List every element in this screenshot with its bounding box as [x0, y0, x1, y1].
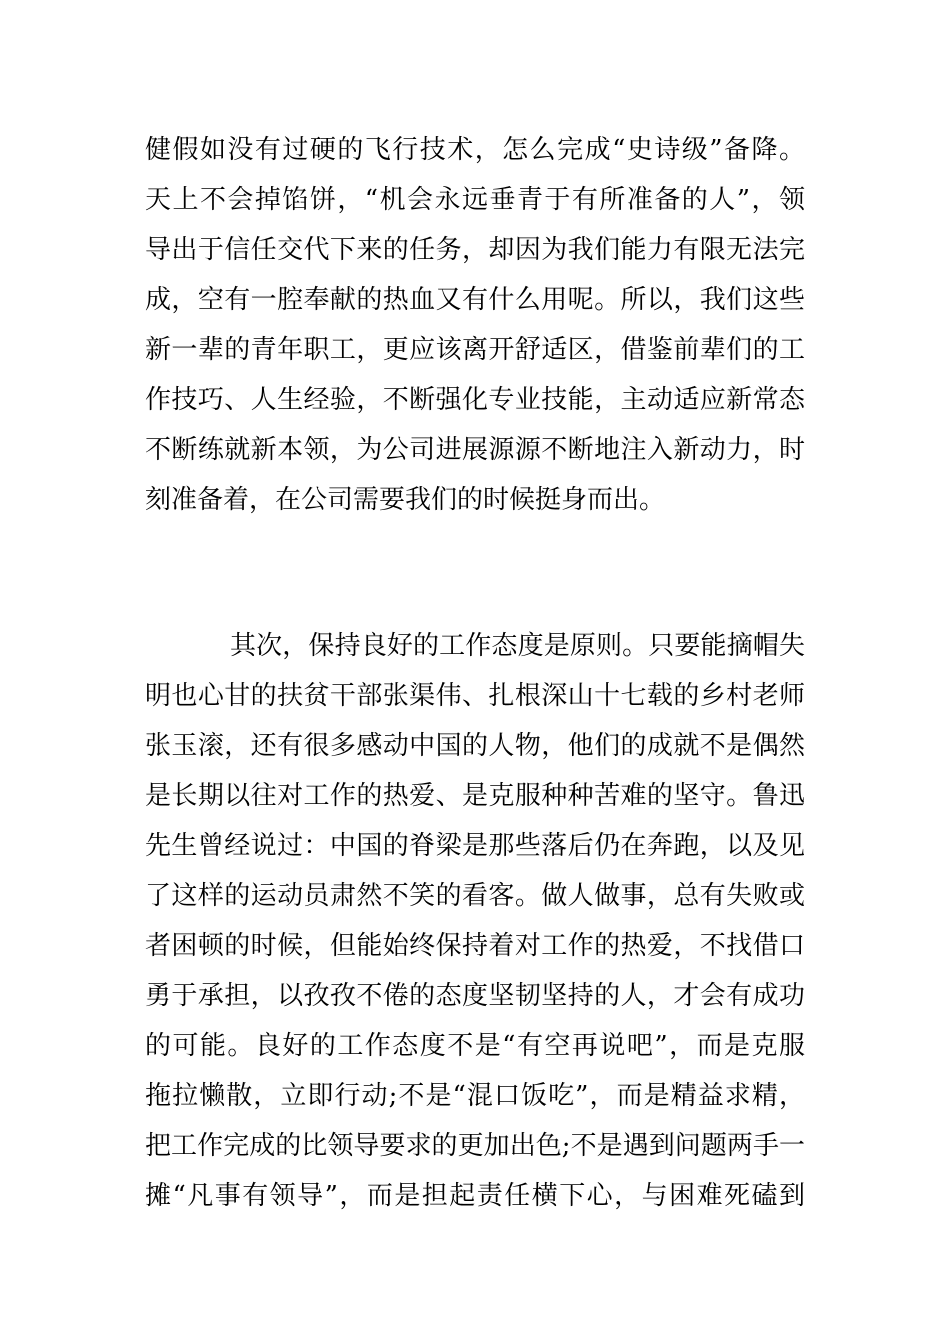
- text-line: 拖拉懒散，立即行动;不是“混口饭吃”，而是精益求精，: [145, 1081, 805, 1111]
- paragraph-flight-skills: [145, 125, 805, 525]
- text-line: 作技巧、人生经验，不断强化专业技能，主动适应新常态: [145, 385, 805, 415]
- text-line: 了这样的运动员肃然不笑的看客。做人做事，总有失败或: [145, 881, 805, 911]
- text-line: 其次，保持良好的工作态度是原则。只要能摘帽失: [230, 631, 805, 661]
- text-line: 健假如没有过硬的飞行技术，怎么完成“史诗级”备降。: [145, 135, 805, 165]
- text-line: 摊“凡事有领导”，而是担起责任横下心，与困难死磕到: [145, 1181, 805, 1211]
- text-line: 成，空有一腔奉献的热血又有什么用呢。所以，我们这些: [145, 285, 805, 315]
- text-line: 的可能。良好的工作态度不是“有空再说吧”，而是克服: [145, 1031, 805, 1061]
- text-line: 天上不会掉馅饼，“机会永远垂青于有所准备的人”，领: [145, 185, 805, 215]
- text-line: 把工作完成的比领导要求的更加出色;不是遇到问题两手一: [145, 1131, 805, 1161]
- text-line: 明也心甘的扶贫干部张渠伟、扎根深山十七载的乡村老师: [145, 681, 805, 711]
- text-line: 勇于承担，以孜孜不倦的态度坚韧坚持的人，才会有成功: [145, 981, 805, 1011]
- text-line: 新一辈的青年职工，更应该离开舒适区，借鉴前辈们的工: [145, 335, 805, 365]
- text-line: 导出于信任交代下来的任务，却因为我们能力有限无法完: [145, 235, 805, 265]
- text-line: 是长期以往对工作的热爱、是克服种种苦难的坚守。鲁迅: [145, 781, 805, 811]
- text-line: 不断练就新本领，为公司进展源源不断地注入新动力，时: [145, 435, 805, 465]
- text-line: 者困顿的时候，但能始终保持着对工作的热爱，不找借口: [145, 931, 805, 961]
- text-line: 先生曾经说过：中国的脊梁是那些落后仍在奔跑，以及见: [145, 831, 805, 861]
- text-line: 刻准备着，在公司需要我们的时候挺身而出。: [145, 485, 666, 515]
- paragraph-work-attitude: [145, 621, 805, 1221]
- text-line: 张玉滚，还有很多感动中国的人物，他们的成就不是偶然: [145, 731, 805, 761]
